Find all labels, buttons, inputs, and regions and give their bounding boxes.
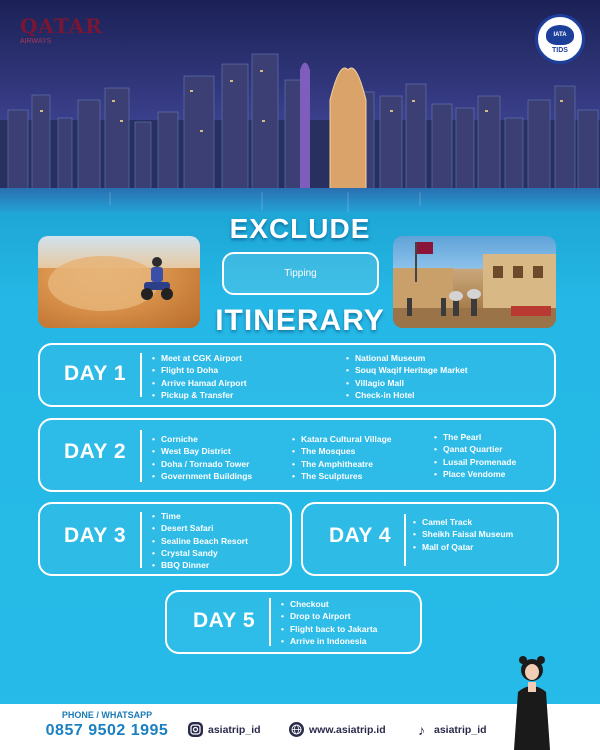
list-item: • Sealine Beach Resort: [152, 535, 248, 547]
day-5-label: DAY 5: [193, 609, 256, 632]
list-item: • Doha / Tornado Tower: [152, 458, 252, 470]
tiktok-handle: asiatrip_id: [434, 723, 487, 736]
day-4-list: [413, 516, 513, 553]
day-3-divider: [140, 512, 142, 568]
day-3-label: DAY 3: [64, 524, 127, 547]
qatar-airways-logo: QATAR AIRWAYS: [20, 14, 103, 45]
day-5-divider: [269, 598, 271, 646]
tids-badge-logo: IATA TIDS: [535, 14, 585, 64]
tiktok-icon: ♪: [418, 721, 425, 738]
list-item: • Crystal Sandy: [152, 547, 248, 559]
instagram-handle: asiatrip_id: [208, 723, 261, 736]
day-3-list: [152, 510, 248, 571]
website-url: www.asiatrip.id: [309, 723, 386, 736]
list-item: • Camel Track: [413, 516, 513, 528]
list-item: • BBQ Dinner: [152, 559, 248, 571]
list-item: • Arrive in Indonesia: [281, 635, 377, 647]
list-item: • West Bay District: [152, 445, 252, 457]
day-4-card: [301, 502, 559, 576]
list-item: • Check-in Hotel: [346, 389, 468, 401]
day-2-list-col3: [434, 431, 516, 480]
phone-contact[interactable]: [33, 704, 181, 750]
list-item: • Sheikh Faisal Museum: [413, 528, 513, 540]
list-item: • Meet at CGK Airport: [152, 352, 247, 364]
list-item: • Government Buildings: [152, 470, 252, 482]
list-item: • Pickup & Transfer: [152, 389, 247, 401]
day-1-divider: [140, 353, 142, 397]
day-2-list-col1: [152, 433, 252, 482]
globe-icon: [289, 722, 304, 737]
day-1-list-left: [152, 352, 247, 401]
list-item: • Drop to Airport: [281, 610, 377, 622]
list-item: • Mall of Qatar: [413, 541, 513, 553]
day-1-label: DAY 1: [64, 362, 127, 385]
instagram-link[interactable]: [188, 722, 261, 737]
exclude-item-box: [222, 252, 379, 295]
list-item: • The Sculptures: [292, 470, 392, 482]
day-3-card: [38, 502, 292, 576]
list-item: • Corniche: [152, 433, 252, 445]
day-1-card: [38, 343, 556, 407]
list-item: • Villagio Mall: [346, 377, 468, 389]
list-item: • Souq Waqif Heritage Market: [346, 364, 468, 376]
list-item: • Flight back to Jakarta: [281, 623, 377, 635]
day-5-list: [281, 598, 377, 647]
list-item: • National Museum: [346, 352, 468, 364]
day-2-divider: [140, 430, 142, 482]
day-2-card: [38, 418, 556, 492]
list-item: • Desert Safari: [152, 522, 248, 534]
exclude-item: Tipping: [284, 268, 317, 279]
list-item: • Time: [152, 510, 248, 522]
day-4-label: DAY 4: [329, 524, 392, 547]
list-item: • Checkout: [281, 598, 377, 610]
list-item: • The Pearl: [434, 431, 516, 443]
list-item: • Place Vendome: [434, 468, 516, 480]
phone-number[interactable]: 0857 9502 1995: [45, 722, 169, 739]
tiktok-link[interactable]: [414, 722, 487, 737]
list-item: • Lusail Promenade: [434, 456, 516, 468]
itinerary-title: ITINERARY: [215, 304, 385, 337]
phone-title: PHONE / WHATSAPP: [61, 710, 153, 720]
list-item: • Katara Cultural Village: [292, 433, 392, 445]
day-2-list-col2: [292, 433, 392, 482]
day-1-list-right: [346, 352, 468, 401]
list-item: • Arrive Hamad Airport: [152, 377, 247, 389]
website-link[interactable]: [289, 722, 386, 737]
city-skyline-banner: [0, 0, 600, 215]
day-2-label: DAY 2: [64, 440, 127, 463]
instagram-icon: [188, 722, 203, 737]
list-item: • Flight to Doha: [152, 364, 247, 376]
list-item: • The Mosques: [292, 445, 392, 457]
day-4-divider: [404, 514, 406, 566]
tour-guide-figure: [504, 652, 560, 750]
day-5-card: [165, 590, 422, 654]
exclude-title: EXCLUDE: [229, 213, 371, 244]
list-item: • Qanat Quartier: [434, 443, 516, 455]
list-item: • The Amphitheatre: [292, 458, 392, 470]
